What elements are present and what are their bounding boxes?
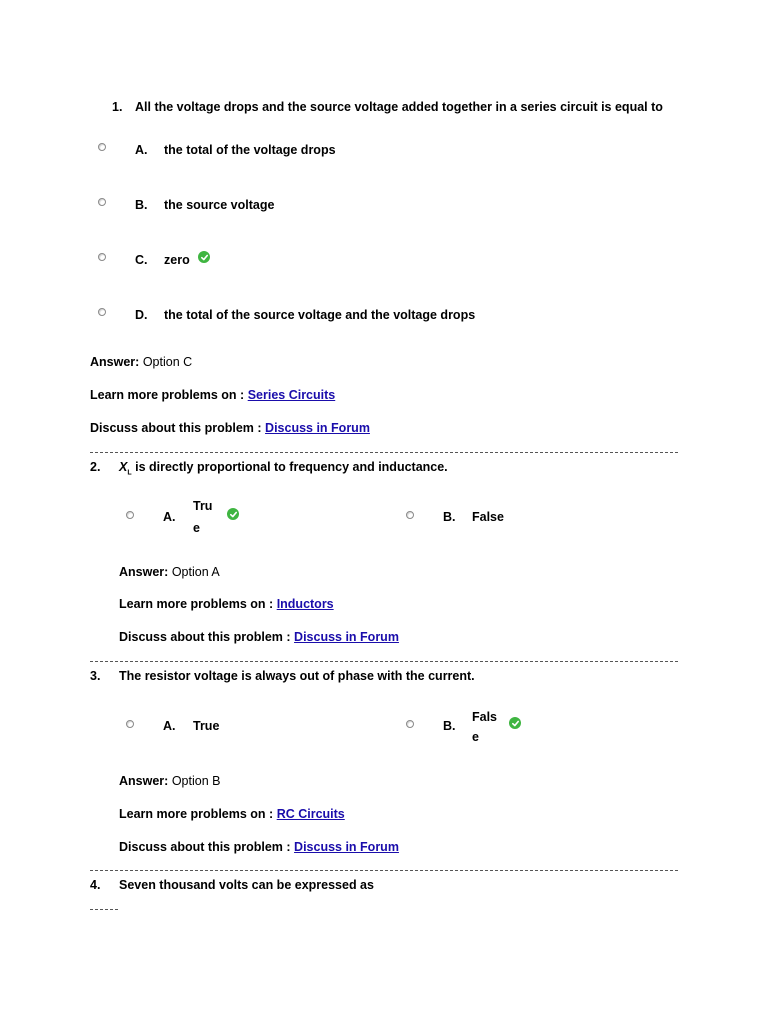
q3-learn-line bbox=[119, 807, 345, 821]
q1-option-d-letter: D. bbox=[135, 308, 148, 322]
q3-number: 3. bbox=[90, 669, 101, 683]
q2-learn-line bbox=[119, 597, 334, 611]
q3-text: The resistor voltage is always out of phase with the current. bbox=[119, 669, 475, 683]
q1-answer-line bbox=[90, 355, 192, 369]
q3-option-a-letter: A. bbox=[163, 719, 176, 733]
q2-option-a-text-2: e bbox=[193, 521, 200, 535]
q2-answer-value: Option A bbox=[171, 565, 220, 579]
q1-option-b-text: the source voltage bbox=[164, 198, 275, 212]
q3-option-a-text: True bbox=[193, 719, 220, 733]
q3-discuss-line bbox=[119, 840, 399, 854]
q1-answer-label: Answer: bbox=[90, 355, 140, 369]
q3-option-b-radio[interactable] bbox=[406, 720, 414, 728]
q1-option-a-text: the total of the voltage drops bbox=[164, 143, 336, 157]
divider bbox=[90, 452, 678, 453]
q2-answer-label: Answer: bbox=[119, 565, 169, 579]
q2-option-b-radio[interactable] bbox=[406, 511, 414, 519]
q4-number: 4. bbox=[90, 878, 101, 892]
q1-option-b-letter: B. bbox=[135, 198, 148, 212]
check-circle-icon bbox=[227, 508, 239, 520]
q3-learn-label: Learn more problems on : bbox=[119, 807, 274, 821]
q2-learn-label: Learn more problems on : bbox=[119, 597, 274, 611]
q1-option-d-text: the total of the source voltage and the voltage drops bbox=[164, 308, 476, 322]
q3-option-b-text-1: Fals bbox=[472, 710, 498, 724]
q1-discuss-link[interactable]: Discuss in Forum bbox=[265, 421, 370, 435]
q2-option-b-letter: B. bbox=[443, 510, 456, 524]
q2-learn-link[interactable]: Inductors bbox=[276, 597, 334, 611]
q3-discuss-label: Discuss about this problem : bbox=[119, 840, 291, 854]
q2-text-line bbox=[119, 460, 448, 477]
q1-number: 1. bbox=[112, 100, 123, 114]
check-circle-icon bbox=[509, 717, 521, 729]
q2-discuss-link[interactable]: Discuss in Forum bbox=[294, 630, 399, 644]
q4-text: Seven thousand volts can be expressed as bbox=[119, 878, 374, 892]
q2-text: is directly proportional to frequency and inductance. bbox=[135, 460, 448, 474]
q2-answer-line bbox=[119, 565, 220, 579]
q3-option-a-radio[interactable] bbox=[126, 720, 134, 728]
q1-option-c-letter: C. bbox=[135, 253, 148, 267]
q3-discuss-link[interactable]: Discuss in Forum bbox=[294, 840, 399, 854]
divider bbox=[90, 909, 118, 910]
q1-option-d-radio[interactable] bbox=[98, 308, 106, 316]
q3-option-b-text-2: e bbox=[472, 730, 479, 744]
q1-option-a-letter: A. bbox=[135, 143, 148, 157]
q2-xl-symbol: $X_L$ bbox=[119, 460, 132, 477]
q1-discuss-line bbox=[90, 421, 370, 435]
q1-learn-label: Learn more problems on : bbox=[90, 388, 245, 402]
q1-learn-link[interactable]: Series Circuits bbox=[247, 388, 336, 402]
q1-option-b-radio[interactable] bbox=[98, 198, 106, 206]
divider bbox=[90, 870, 678, 871]
q1-answer-value: Option C bbox=[142, 355, 193, 369]
q2-discuss-line bbox=[119, 630, 399, 644]
q1-option-a-radio[interactable] bbox=[98, 143, 106, 151]
q1-learn-line bbox=[90, 388, 335, 402]
q1-option-c-text: zero bbox=[164, 253, 190, 267]
check-circle-icon bbox=[198, 251, 210, 263]
q2-number: 2. bbox=[90, 460, 101, 474]
q3-answer-line bbox=[119, 774, 220, 788]
q3-answer-value: Option B bbox=[171, 774, 221, 788]
q3-answer-label: Answer: bbox=[119, 774, 169, 788]
q2-discuss-label: Discuss about this problem : bbox=[119, 630, 291, 644]
q1-discuss-label: Discuss about this problem : bbox=[90, 421, 262, 435]
q2-option-a-text-1: Tru bbox=[193, 499, 213, 513]
q2-option-a-letter: A. bbox=[163, 510, 176, 524]
q3-option-b-letter: B. bbox=[443, 719, 456, 733]
q2-option-b-text: False bbox=[472, 510, 504, 524]
divider bbox=[90, 661, 678, 662]
q2-option-a-radio[interactable] bbox=[126, 511, 134, 519]
q1-text: All the voltage drops and the source voltage added together in a series circuit is equal to bbox=[135, 100, 663, 114]
q3-learn-link[interactable]: RC Circuits bbox=[276, 807, 345, 821]
q1-option-c-radio[interactable] bbox=[98, 253, 106, 261]
